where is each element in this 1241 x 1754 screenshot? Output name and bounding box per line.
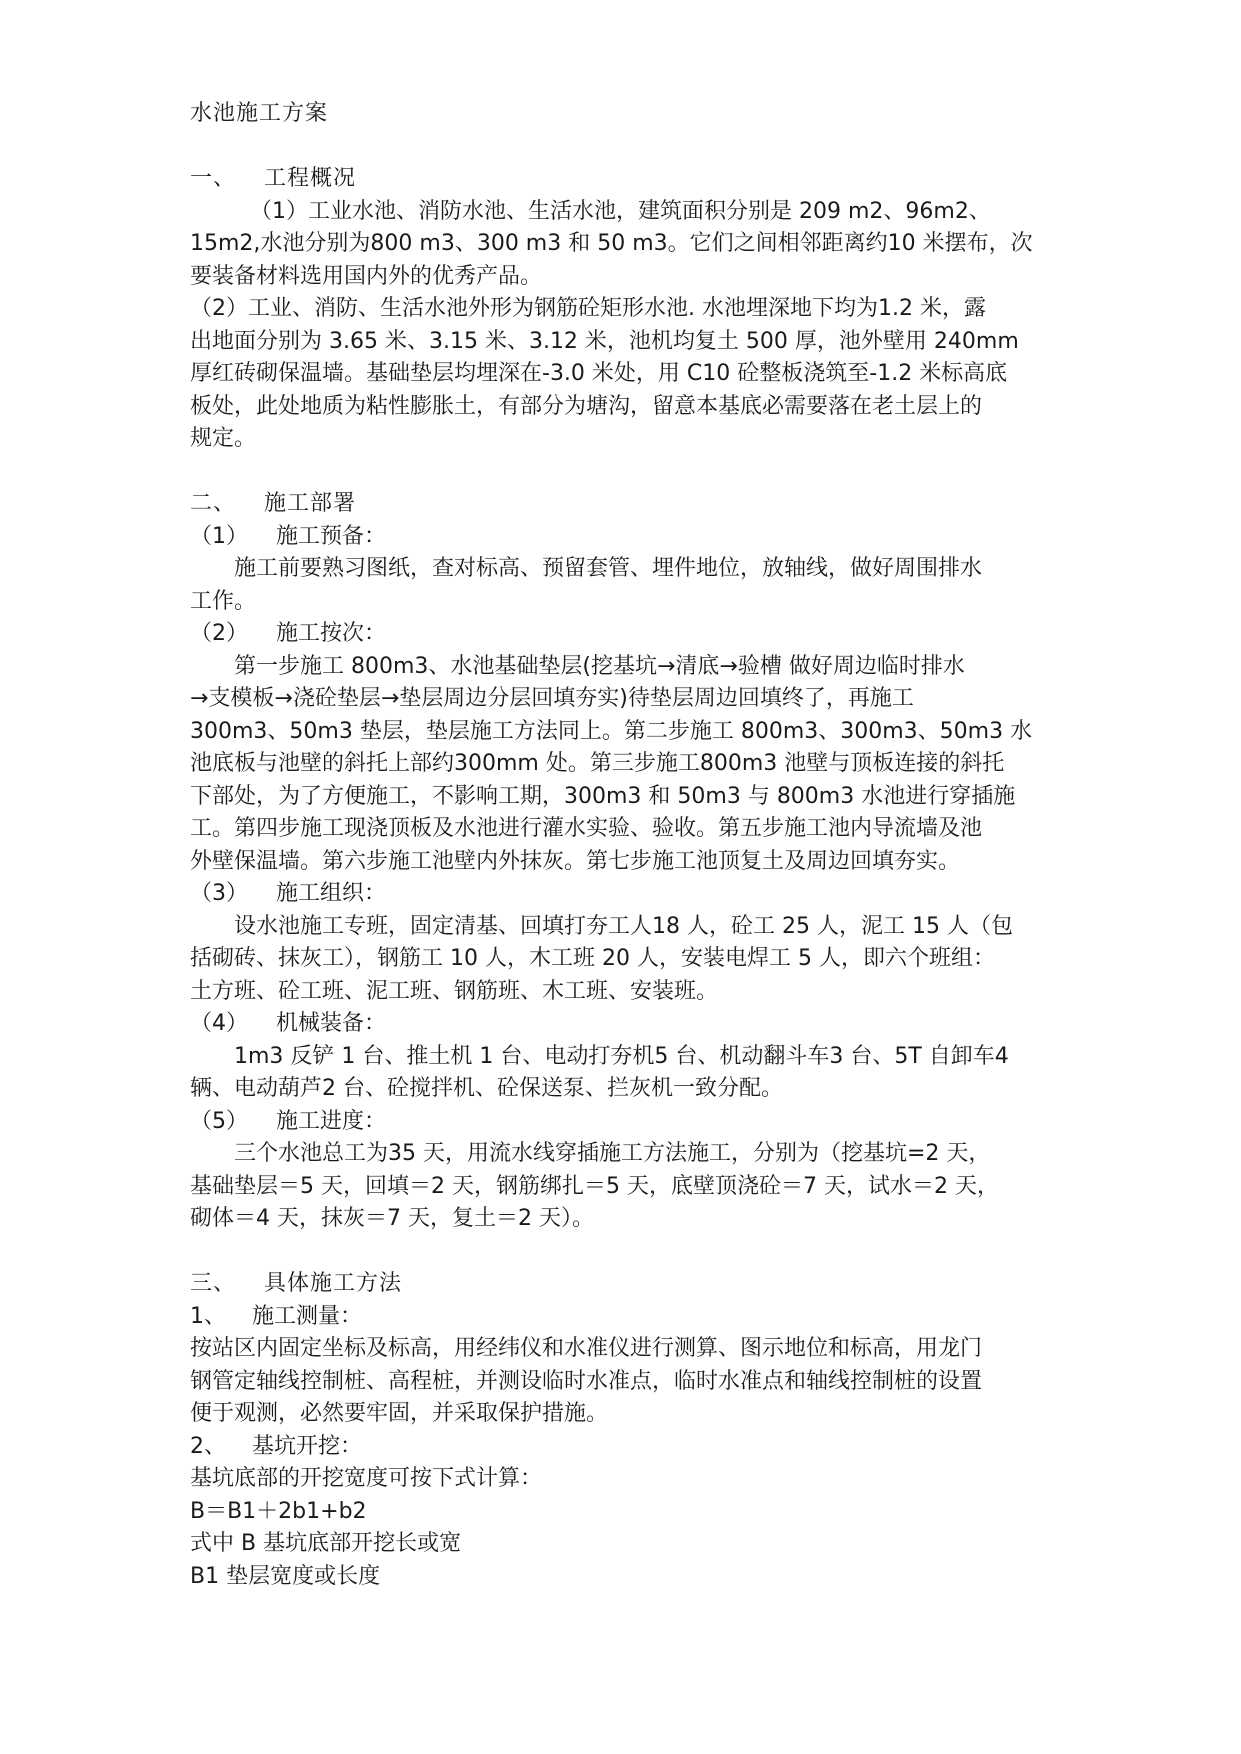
section-title: 工程概况 [264, 166, 357, 191]
subsection-number: 2、 [190, 1433, 226, 1459]
section-number: 一、 [190, 166, 237, 191]
subsection-title: 施工按次： [276, 621, 387, 646]
paragraph-line: 便于观测，必然要牢固，并采取保护措施。 [190, 1401, 609, 1426]
paragraph-line: 基坑底部的开挖宽度可按下式计算： [190, 1466, 543, 1491]
subsection-title: 基坑开挖： [252, 1433, 363, 1459]
subsection-number: 1、 [190, 1303, 226, 1329]
paragraph-line: 15m2,水池分别为800 m3、300 m3 和 50 m3。它们之间相邻距离约10 米摆布，次 [190, 231, 1033, 256]
paragraph-line: 工作。 [190, 588, 257, 614]
paragraph-line: 300m3、50m3 垫层，垫层施工方法同上。第二步施工 800m3、300m3、50m3 水 [190, 718, 1033, 744]
subsection-title: 施工预备： [276, 523, 387, 549]
subsection-number: （1） [190, 523, 248, 549]
subsection-number: （4） [190, 1011, 248, 1036]
subsection-title: 施工进度： [276, 1108, 387, 1134]
paragraph-line: 三个水池总工为35 天，用流水线穿插施工方法施工，分别为（挖基坑=2 天， [234, 1141, 991, 1166]
paragraph-line: 要装备材料选用国内外的优秀产品。 [190, 263, 543, 289]
paragraph-line: （1）工业水池、消防水池、生活水池，建筑面积分别是 209 m2、96m2、 [250, 198, 991, 224]
subsection-heading-2-3 [190, 878, 1070, 911]
paragraph-line: 第一步施工 800m3、水池基础垫层(挖基坑→清底→验槽 做好周边临时排水 [234, 653, 965, 679]
paragraph-line: 括砌砖、抹灰工），钢筋工 10 人，木工班 20 人，安装电焊工 5 人，即六个班组： [190, 946, 995, 971]
subsection-number: （2） [190, 621, 248, 646]
subsection-number: （3） [190, 881, 248, 906]
formula-line: B＝B1＋2b1+b2 [190, 1498, 367, 1524]
section-heading-1 [190, 163, 1070, 196]
subsection-heading-3-2 [190, 1431, 1070, 1464]
section-number: 二、 [190, 491, 237, 516]
paragraph-line: 钢管定轴线控制桩、高程桩，并测设临时水准点，临时水准点和轴线控制桩的设置 [190, 1368, 983, 1394]
subsection-heading-2-5 [190, 1106, 1070, 1139]
paragraph-line: 外壁保温墙。第六步施工池壁内外抹灰。第七步施工池顶复土及周边回填夯实。 [190, 848, 961, 874]
document-body [190, 98, 1070, 1593]
subsection-title: 施工测量： [252, 1303, 363, 1329]
document-title: 水池施工方案 [190, 101, 329, 126]
paragraph-line: （2）工业、消防、生活水池外形为钢筋砼矩形水池. 水池埋深地下均为1.2 米，露 [190, 296, 986, 321]
section-heading-3 [190, 1268, 1070, 1301]
paragraph-line: 设水池施工专班，固定清基、回填打夯工人18 人，砼工 25 人，泥工 15 人（包 [234, 913, 1013, 939]
subsection-number: （5） [190, 1108, 248, 1134]
paragraph-line: 辆、电动葫芦2 台、砼搅拌机、砼保送泵、拦灰机一致分配。 [190, 1076, 783, 1101]
subsection-heading-3-1 [190, 1301, 1070, 1334]
section-number: 三、 [190, 1271, 237, 1296]
paragraph-line: 厚红砖砌保温墙。基础垫层均埋深在-3.0 米处，用 C10 砼整板浇筑至-1.2 米标高底 [190, 361, 1008, 386]
subsection-title: 机械装备： [276, 1011, 387, 1036]
paragraph-line: 按站区内固定坐标及标高，用经纬仪和水准仪进行测算、图示地位和标高，用龙门 [190, 1336, 983, 1361]
paragraph-line: 土方班、砼工班、泥工班、钢筋班、木工班、安装班。 [190, 978, 719, 1004]
section-title: 施工部署 [264, 491, 357, 516]
paragraph-line: 下部处，为了方便施工，不影响工期，300m3 和 50m3 与 800m3 水池进行穿插施 [190, 783, 1016, 809]
paragraph-line: 1m3 反铲 1 台、推土机 1 台、电动打夯机5 台、机动翻斗车3 台、5T 自卸车4 [234, 1043, 1009, 1069]
paragraph-line: 工。第四步施工现浇顶板及水池进行灌水实验、验收。第五步施工池内导流墙及池 [190, 816, 983, 841]
subsection-heading-2-2 [190, 618, 1070, 651]
paragraph-line: 规定。 [190, 426, 257, 451]
paragraph-line: 板处，此处地质为粘性膨胀土，有部分为塘沟，留意本基底必需要落在老土层上的 [190, 393, 983, 419]
paragraph-line: 砌体＝4 天，抹灰＝7 天，复土＝2 天）。 [190, 1206, 594, 1231]
paragraph-line: 出地面分别为 3.65 米、3.15 米、3.12 米，池机均复土 500 厚，池外壁用 240mm [190, 328, 1019, 354]
paragraph-line: 池底板与池壁的斜托上部约300mm 处。第三步施工800m3 池壁与顶板连接的斜托 [190, 751, 1005, 776]
subsection-heading-2-4 [190, 1008, 1070, 1041]
paragraph-line: 式中 B 基坑底部开挖长或宽 [190, 1531, 462, 1556]
paragraph-line: →支模板→浇砼垫层→垫层周边分层回填夯实)待垫层周边回填终了，再施工 [190, 686, 914, 711]
paragraph-line: B1 垫层宽度或长度 [190, 1563, 381, 1589]
subsection-title: 施工组织： [276, 881, 387, 906]
paragraph-line: 施工前要熟习图纸，查对标高、预留套管、埋件地位，放轴线，做好周围排水 [234, 556, 983, 581]
paragraph-line: 基础垫层＝5 天，回填＝2 天，钢筋绑扎＝5 天，底壁顶浇砼＝7 天，试水＝2 天， [190, 1173, 999, 1199]
section-heading-2 [190, 488, 1070, 521]
section-title: 具体施工方法 [264, 1271, 403, 1296]
subsection-heading-2-1 [190, 521, 1070, 554]
